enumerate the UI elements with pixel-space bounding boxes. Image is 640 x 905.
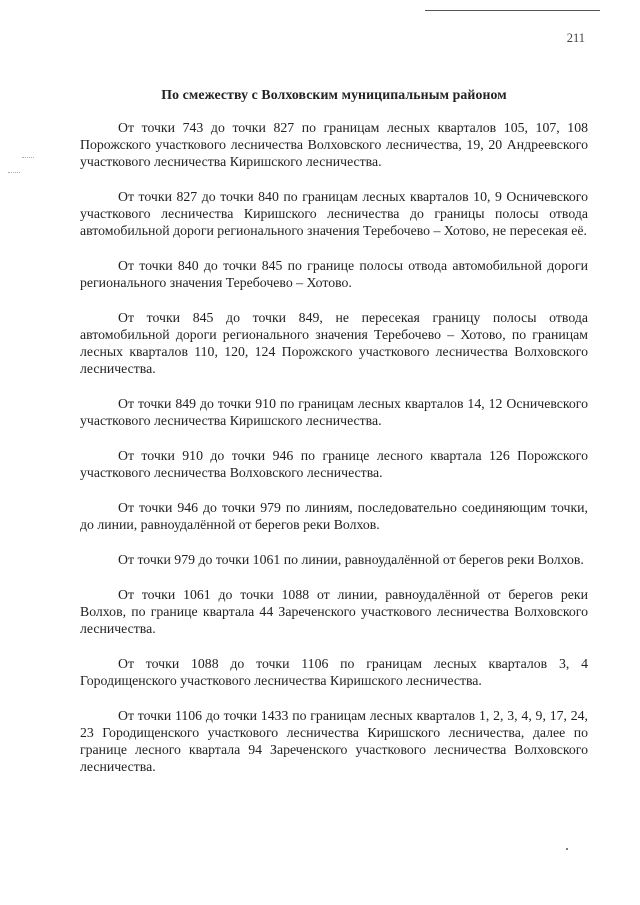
- page-number: 211: [566, 31, 585, 45]
- paragraph: От точки 1088 до точки 1106 по границам лесных кварталов 3, 4 Городищенского участкового лесничества Киришского лесничества.: [80, 656, 588, 688]
- paragraph: От точки 979 до точки 1061 по линии, равноудалённой от берегов реки Волхов.: [118, 552, 584, 567]
- margin-mark: [8, 172, 20, 173]
- paragraph: От точки 849 до точки 910 по границам лесных кварталов 14, 12 Осничевского участкового лесничества Киришского лесничества.: [80, 396, 588, 428]
- document-body: [80, 119, 588, 793]
- paragraph: От точки 910 до точки 946 по границе лесного квартала 126 Порожского участкового лесничества Волховского лесничества.: [80, 448, 588, 480]
- paragraph: От точки 827 до точки 840 по границам лесных кварталов 10, 9 Осничевского участкового лесничества Киришского лесничества до границы полосы отвода автомобильной дороги регионального значения Теребочево – Хотово, не пересекая её.: [80, 189, 588, 238]
- paragraph: От точки 1106 до точки 1433 по границам лесных кварталов 1, 2, 3, 4, 9, 17, 24, 23 Городищенского участкового лесничества Киришского лесничества, далее по границе лесного квартала 94 Зареченского участкового лесничества Волховского лесничества.: [80, 708, 588, 774]
- margin-mark: [22, 157, 34, 158]
- paragraph: От точки 840 до точки 845 по границе полосы отвода автомобильной дороги регионального значения Теребочево – Хотово.: [80, 258, 588, 290]
- paragraph: От точки 845 до точки 849, не пересекая границу полосы отвода автомобильной дороги регионального значения Теребочево – Хотово, по границам лесных кварталов 110, 120, 124 Порожского участкового лесничества Волховского лесничества.: [80, 310, 588, 376]
- paragraph: От точки 1061 до точки 1088 от линии, равноудалённой от берегов реки Волхов, по границе квартала 44 Зареченского участкового лесничества Волховского лесничества.: [80, 587, 588, 636]
- scan-speck: [566, 848, 568, 850]
- paragraph: От точки 743 до точки 827 по границам лесных кварталов 105, 107, 108 Порожского участкового лесничества Волховского лесничества, 19, 20 Андреевского участкового лесничества Киришского лесничества.: [80, 120, 588, 169]
- paragraph: От точки 946 до точки 979 по линиям, последовательно соединяющим точки, до линии, равноудалённой от берегов реки Волхов.: [80, 500, 588, 532]
- top-rule: [425, 10, 600, 11]
- section-heading: По смежеству с Волховским муниципальным районом: [161, 87, 507, 102]
